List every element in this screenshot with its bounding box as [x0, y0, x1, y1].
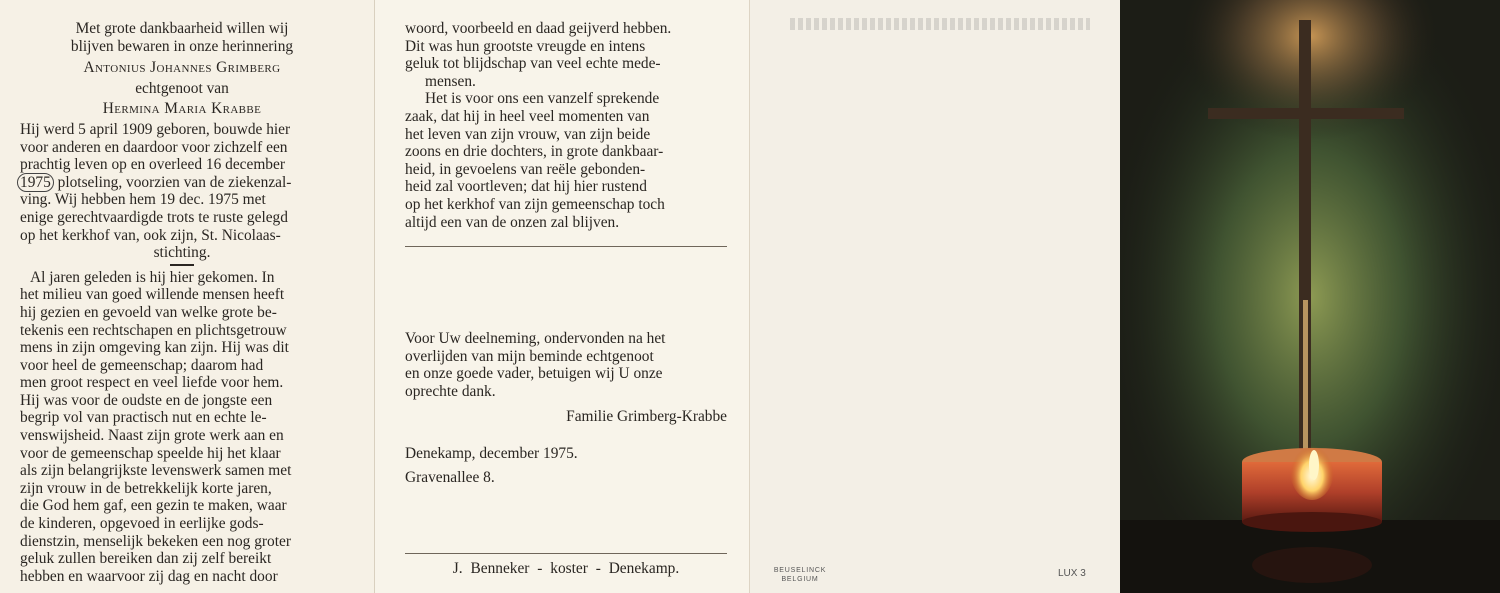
place-date: Denekamp, december 1975. [405, 445, 578, 462]
story-line: Hij was voor de oudste en de jongste een [20, 391, 273, 409]
bio-line: ving. Wij hebben hem 19 dec. 1975 met [20, 191, 266, 209]
bio-line [20, 174, 344, 192]
continued-line: geluk tot blijdschap van veel echte mede- [405, 55, 661, 73]
thanks-block [405, 330, 727, 426]
continued-line: mensen. [425, 72, 476, 90]
para2-line: Het is voor ons een vanzelf sprekende [425, 90, 660, 108]
bio-line: Hij werd 5 april 1909 geboren, bouwde hier [20, 120, 291, 138]
story-line: venswijsheid. Naast zijn grote werk aan en [20, 427, 284, 445]
bio-line: voor anderen en daardoor voor zichzelf een [20, 138, 288, 156]
story-line: zijn vrouw in de betrekkelijk korte jaren, [20, 479, 272, 497]
card-middle-panel [375, 0, 750, 593]
thanks-line: Voor Uw deelneming, ondervonden na het [405, 330, 666, 347]
story-line: hebben en waarvoor zij dag en nacht door [20, 567, 278, 585]
opening-line-1: Met grote dankbaarheid willen wij [75, 20, 289, 37]
para2-line: op het kerkhof van zijn gemeenschap toch [405, 195, 665, 213]
opening-line-2: blijven bewaren in onze herinnering [70, 37, 294, 55]
printer-footer: J. Benneker - koster - Denekamp. [452, 560, 680, 577]
story-line: die God hem gaf, een gezin te maken, waar [20, 497, 287, 515]
place-block [405, 445, 727, 486]
address: Gravenallee 8. [405, 468, 495, 486]
bio-line-rest: plotseling, voorzien van de ziekenzal- [53, 173, 292, 191]
story-line: Al jaren geleden is hij hier gekomen. In [30, 268, 275, 286]
story-line: voor de gemeenschap speelde hij het klaar [20, 444, 281, 462]
left-text-block [20, 20, 344, 585]
footer-rule [405, 553, 727, 554]
para2-line: zaak, dat hij in heel veel momenten van [405, 107, 650, 125]
divider-rule [405, 246, 727, 247]
candle-flame [1309, 450, 1319, 480]
story-line: als zijn belangrijkste levenswerk samen met [20, 462, 292, 480]
continued-line: Dit was hun grootste vreugde en intens [405, 37, 646, 55]
card-left-panel [0, 0, 375, 593]
candle-bottom [1242, 512, 1382, 532]
deceased-name: Antonius Johannes Grimberg [83, 59, 281, 77]
printer-mark [770, 566, 830, 584]
spouse-label: echtgenoot van [135, 79, 229, 97]
thanks-line: en onze goede vader, betuigen wij U onze [405, 365, 663, 383]
cross-with-candle-image [1120, 0, 1500, 593]
story-line: voor heel de gemeenschap; daarom had [20, 356, 264, 374]
candle-reflection [1252, 547, 1372, 583]
story-line: tekenis een rechtschapen en plichtsgetrouw [20, 321, 287, 339]
show-through-text [790, 18, 1090, 30]
story-line: men groot respect en veel liefde voor hem. [20, 374, 284, 392]
circled-year: 1975 [17, 173, 54, 192]
para2-line: altijd een van de onzen zal blijven. [405, 213, 620, 231]
thanks-line: oprechte dank. [405, 382, 496, 400]
photo-svg [1120, 0, 1500, 593]
spouse-name: Hermina Maria Krabbe [102, 100, 262, 118]
story-line: geluk zullen bereiken dan zij zelf bereikt [20, 550, 272, 568]
para2-line: het leven van zijn vrouw, van zijn beide [405, 125, 651, 143]
printer-country: BELGIUM [781, 576, 819, 583]
family-signature: Familie Grimberg-Krabbe [566, 408, 727, 426]
para2-line: zoons en drie dochters, in grote dankbaar- [405, 143, 664, 161]
para2-line: heid, in gevoelens van reële gebonden- [405, 160, 646, 178]
bio-line: op het kerkhof van, ook zijn, St. Nicolaas- [20, 226, 281, 244]
story-line: dienstzin, menselijk bekeken een nog groter [20, 532, 291, 550]
bio-line: enige gerechtvaardigde trots te ruste gelegd [20, 208, 288, 226]
card-back-panel [750, 0, 1120, 593]
para2-line: heid zal voortleven; dat hij hier rustend [405, 178, 647, 196]
story-line: het milieu van goed willende mensen heeft [20, 286, 285, 304]
continued-line: woord, voorbeeld en daad geijverd hebben. [405, 20, 672, 37]
story-line: de kinderen, opgevoed in eerlijke gods- [20, 515, 264, 533]
printer-name: BEUSELINCK [773, 567, 827, 574]
middle-text-block [405, 20, 727, 231]
section-divider [170, 264, 194, 266]
cross-horizontal [1208, 108, 1404, 119]
thanks-line: overlijden van mijn beminde echtgenoot [405, 347, 654, 365]
story-line: mens in zijn omgeving kan zijn. Hij was dit [20, 339, 289, 357]
story-line: begrip vol van practisch nut en echte le- [20, 409, 267, 427]
card-code: LUX 3 [1058, 568, 1086, 579]
bio-line: stichting. [153, 244, 211, 262]
story-line: hij gezien en gevoeld van welke grote be- [20, 303, 277, 321]
bio-line: prachtig leven op en overleed 16 december [20, 156, 285, 174]
